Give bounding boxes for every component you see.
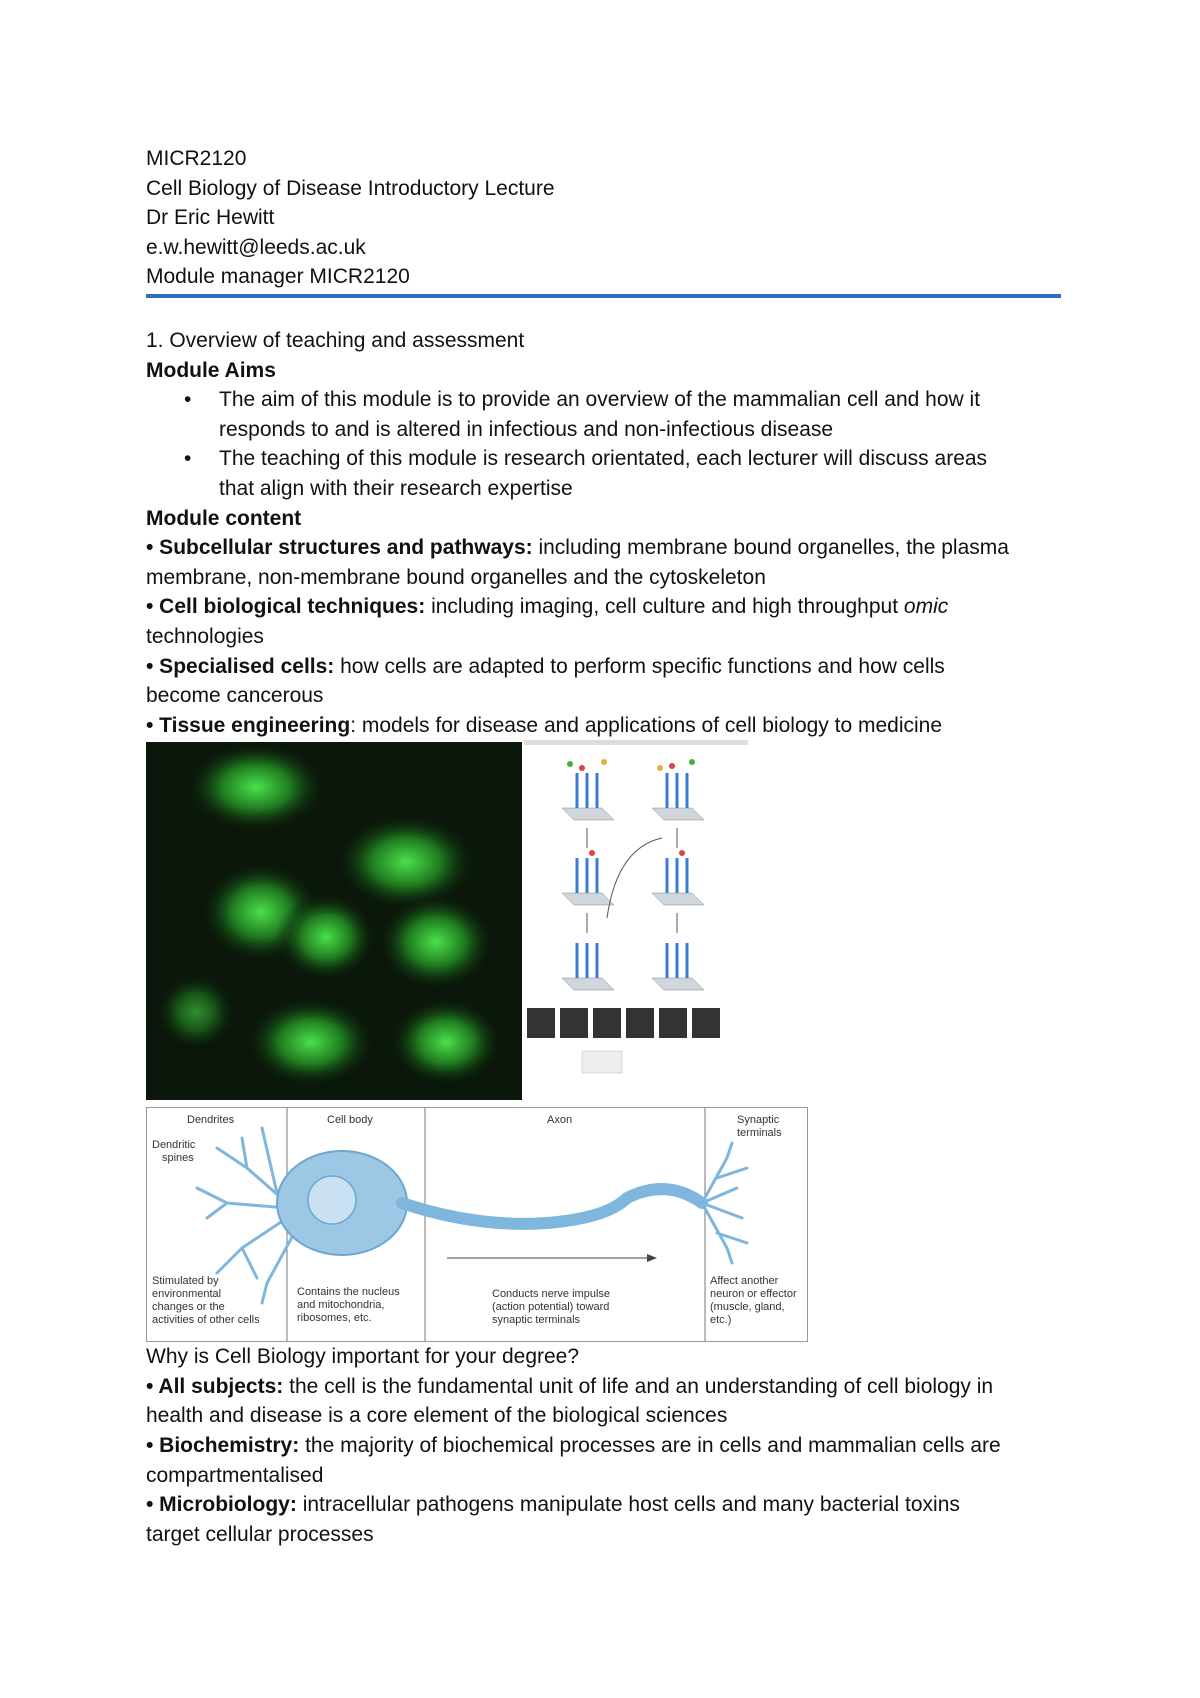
sequencing-diagram xyxy=(522,738,750,1100)
label-conducts-2: (action potential) toward xyxy=(492,1301,610,1314)
label-stim-3: changes or the xyxy=(152,1301,225,1314)
label-synaptic: Synaptic xyxy=(737,1114,780,1127)
neuron-illustration xyxy=(147,1108,807,1341)
aim-item: • The teaching of this module is research orientated, each lecturer will discuss areas that align with their research expertise xyxy=(146,444,1066,503)
neuron-diagram xyxy=(146,1107,808,1342)
label-contains-2: and mitochondria, xyxy=(297,1299,385,1312)
section-heading: 1. Overview of teaching and assessment xyxy=(146,328,525,352)
label-terminals: terminals xyxy=(737,1127,782,1140)
label-contains-1: Contains the nucleus xyxy=(297,1286,400,1299)
lecturer-name: Dr Eric Hewitt xyxy=(146,206,275,230)
label-affect-3: (muscle, gland, xyxy=(710,1301,785,1314)
lecturer-role: Module manager MICR2120 xyxy=(146,265,410,289)
label-contains-3: ribosomes, etc. xyxy=(297,1312,372,1325)
micrograph-image xyxy=(146,742,522,1100)
label-dendritic: Dendritic xyxy=(152,1139,196,1152)
label-axon: Axon xyxy=(547,1114,573,1127)
label-stim-2: environmental xyxy=(152,1288,222,1301)
content-item: • Specialised cells: how cells are adapted to perform specific functions and how cells become cancerous xyxy=(146,654,945,708)
content-item: • Cell biological techniques: including imaging, cell culture and high throughput omic technologies xyxy=(146,595,949,648)
aim-item: • The aim of this module is to provide an overview of the mammalian cell and how it responds to and is altered in infectious and non-infectious disease xyxy=(146,385,1066,444)
label-dendrites: Dendrites xyxy=(187,1114,235,1127)
content-item: • Tissue engineering: models for disease and applications of cell biology to medicine xyxy=(146,713,943,737)
why-item: • All subjects: the cell is the fundamental unit of life and an understanding of cell biology in health and disease is a core element of the biological sciences xyxy=(146,1374,994,1428)
label-affect-2: neuron or effector xyxy=(710,1288,797,1301)
header-divider xyxy=(146,294,1061,298)
label-spines: spines xyxy=(162,1152,194,1165)
content-heading: Module content xyxy=(146,506,302,530)
label-cell-body: Cell body xyxy=(327,1114,373,1127)
aims-heading: Module Aims xyxy=(146,358,276,382)
why-item: • Microbiology: intracellular pathogens manipulate host cells and many bacterial toxins target cellular processes xyxy=(146,1493,960,1546)
aims-list xyxy=(146,385,1066,503)
label-stim-4: activities of other cells xyxy=(152,1314,260,1327)
lecture-title: Cell Biology of Disease Introductory Lecture xyxy=(146,176,555,200)
document-page xyxy=(146,144,1066,1549)
label-affect-1: Affect another xyxy=(710,1275,779,1288)
label-affect-4: etc.) xyxy=(710,1314,732,1327)
label-stim-1: Stimulated by xyxy=(152,1275,219,1288)
lecturer-email[interactable]: e.w.hewitt@leeds.ac.uk xyxy=(146,235,366,259)
why-heading: Why is Cell Biology important for your degree? xyxy=(146,1345,580,1369)
module-code: MICR2120 xyxy=(146,147,247,170)
label-conducts-3: synaptic terminals xyxy=(492,1314,581,1327)
why-item: • Biochemistry: the majority of biochemical processes are in cells and mammalian cells are compartmentalised xyxy=(146,1434,1001,1487)
label-conducts-1: Conducts nerve impulse xyxy=(492,1288,611,1301)
fluorescence-micrograph xyxy=(146,742,522,1100)
content-item: • Subcellular structures and pathways: including membrane bound organelles, the plasma membrane, non-membrane bound organelles and the cytoskeleton xyxy=(146,536,1009,589)
figure-panel xyxy=(146,742,1066,1342)
sequencing-schematic xyxy=(522,738,750,1100)
